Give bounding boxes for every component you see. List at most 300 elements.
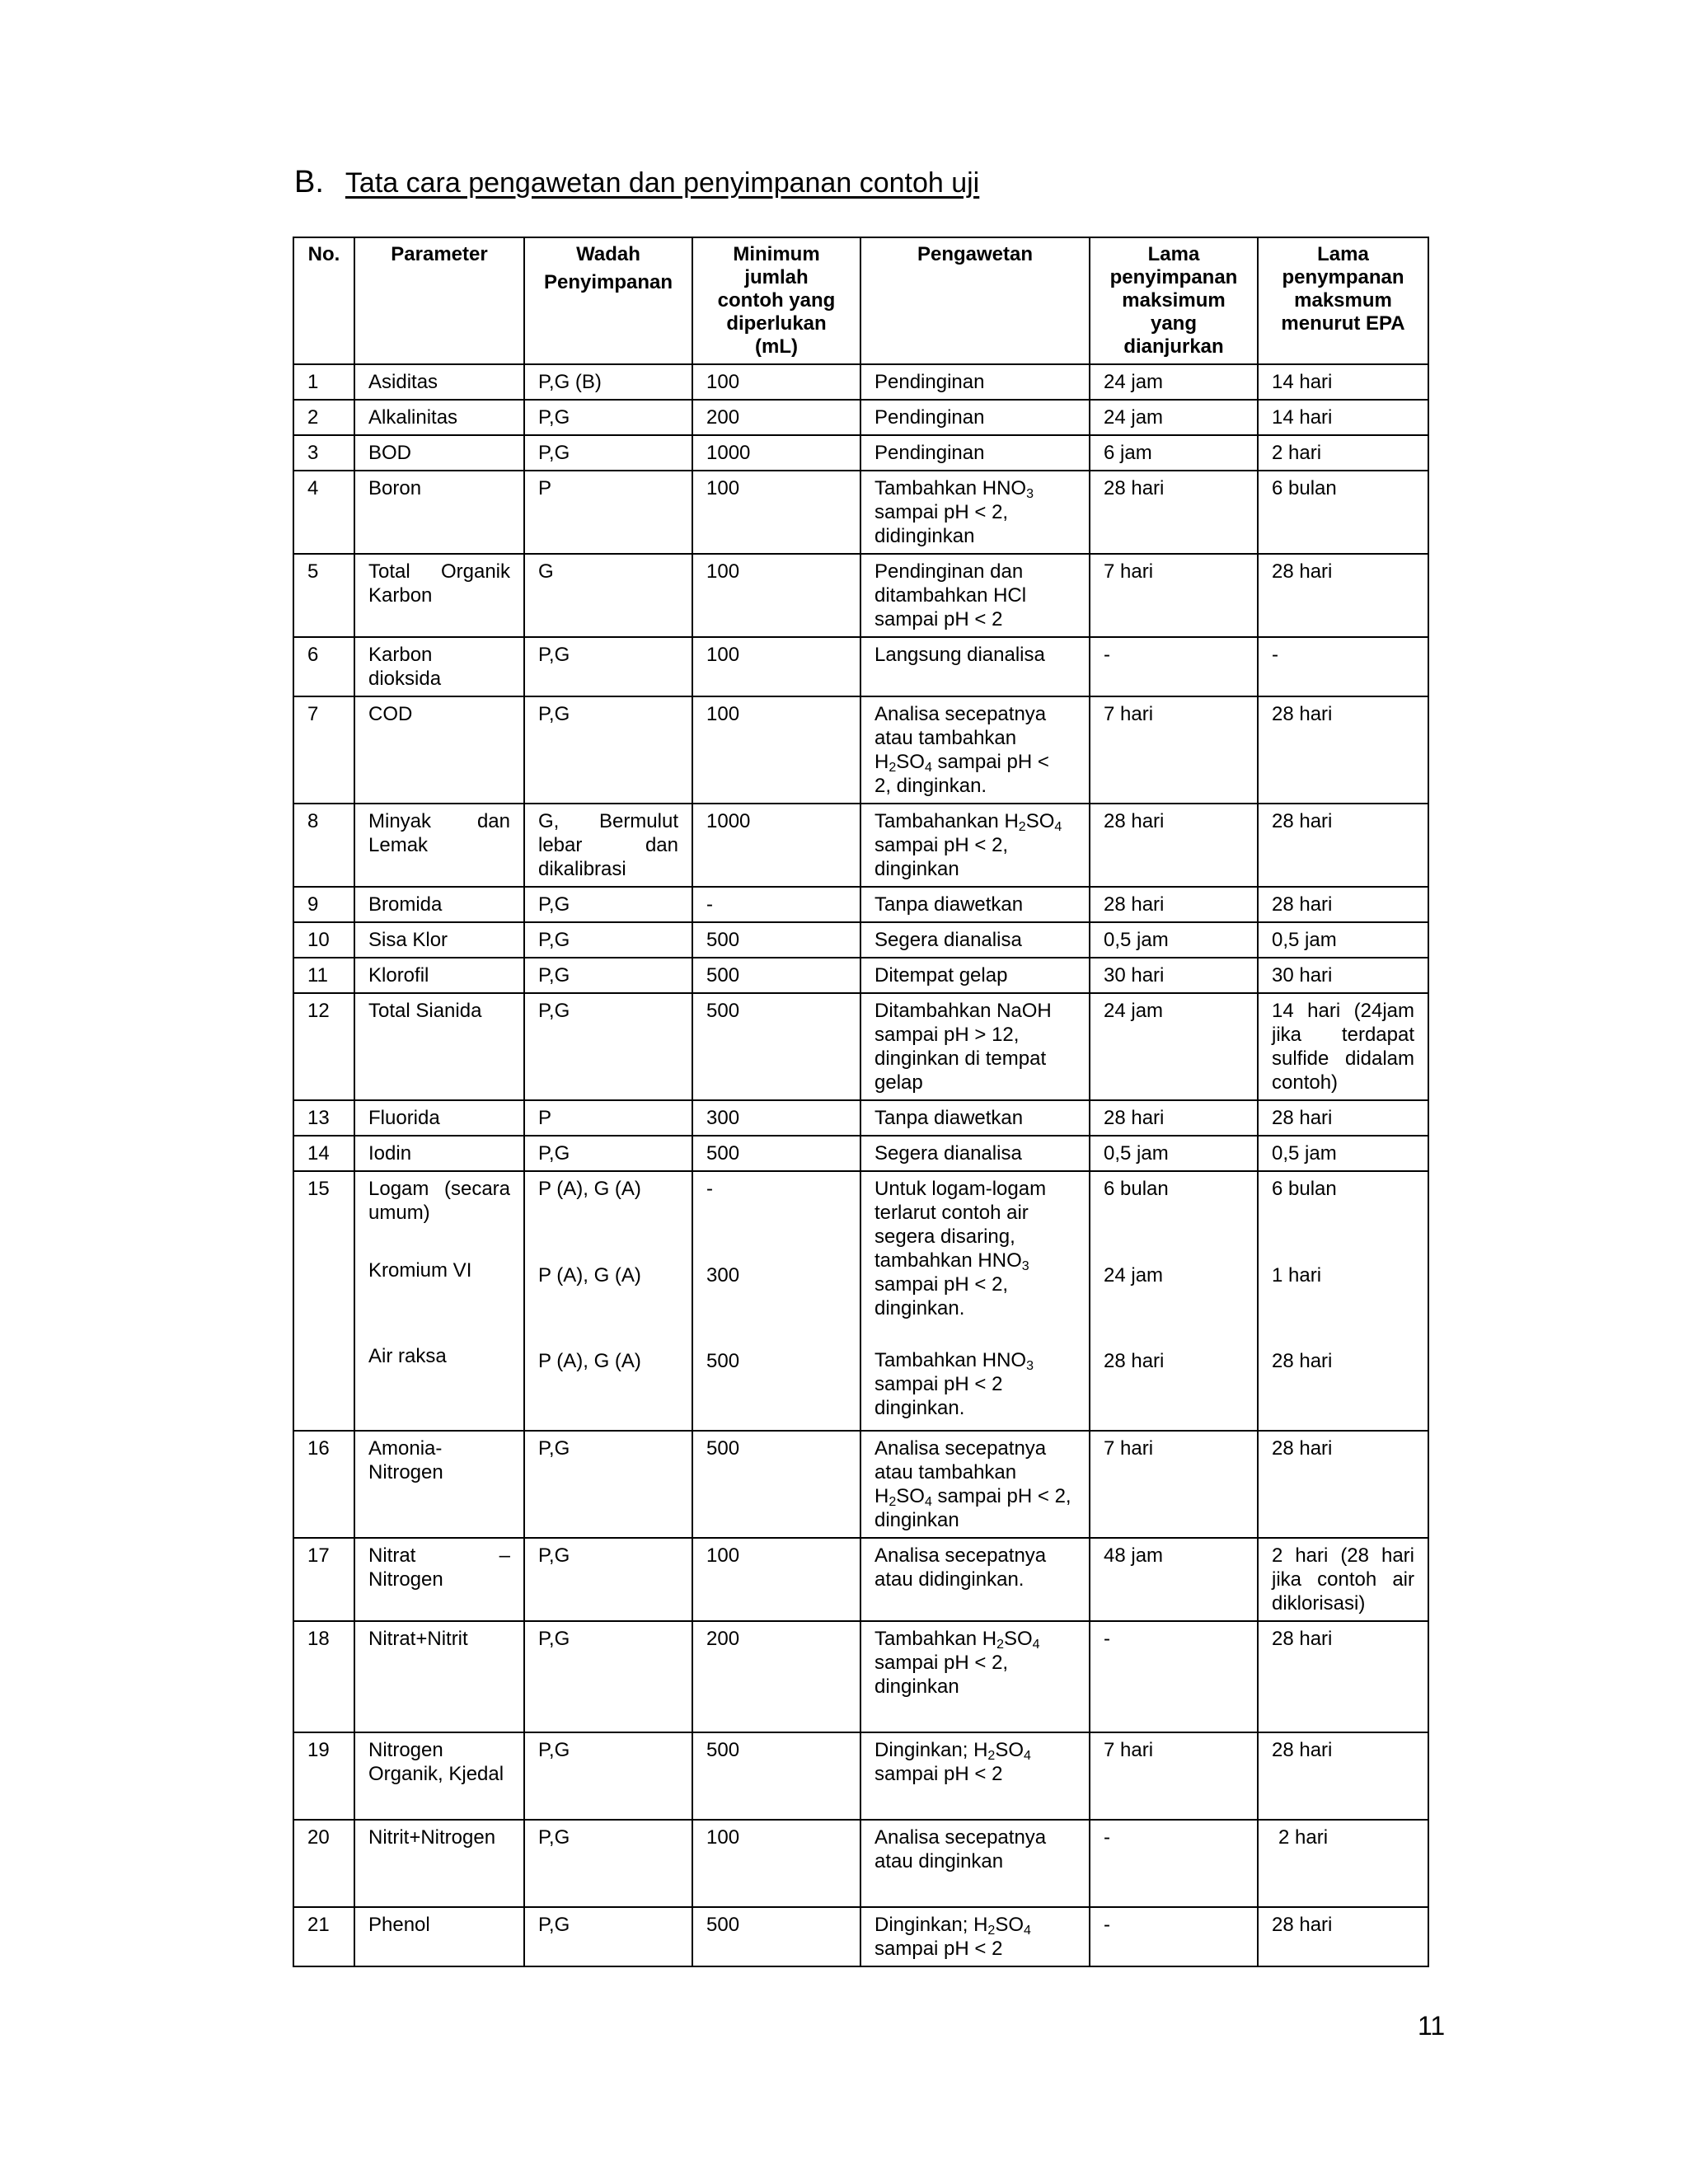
cell-wadah: P,G (524, 435, 692, 471)
cell-minimum: 500 (692, 958, 860, 993)
cell-pengawetan (860, 1431, 1090, 1538)
pengawetan-line: atau tambahkan (874, 1461, 1017, 1483)
header-lama-line: yang (1150, 312, 1197, 335)
epa-line: diklorisasi) (1272, 1592, 1366, 1615)
subscript: 3 (1021, 1259, 1029, 1273)
pengawetan-line (874, 750, 1076, 774)
parameter-line: Karbon (368, 584, 433, 607)
header-wadah-line: Penyimpanan (543, 271, 673, 293)
header-lama-line: Lama (1147, 243, 1200, 265)
cell-lama: - (1090, 1621, 1258, 1732)
pengawetan-line: terlarut contoh air (874, 1202, 1029, 1224)
table-row (293, 554, 1428, 637)
pengawetan-line: Pendinginan dan (874, 560, 1024, 583)
header-minimum-line: Minimum (733, 243, 820, 265)
cell-pengawetan (860, 804, 1090, 887)
pengawetan-line: sampai pH < 2 (874, 1373, 1003, 1395)
cell-parameter: Nitrit+Nitrogen (354, 1820, 524, 1907)
table-row (293, 958, 1428, 993)
parameter-line: Total Organik (368, 560, 510, 583)
wadah-line: P (A), G (A) (538, 1350, 641, 1372)
pengawetan-line: Analisa secepatnya (874, 703, 1047, 725)
subscript: 3 (1026, 487, 1034, 501)
cell-no: 15 (293, 1171, 354, 1431)
cell-epa: 0,5 jam (1258, 922, 1428, 958)
table-row (293, 1820, 1428, 1907)
cell-parameter: Phenol (354, 1907, 524, 1966)
cell-epa: 28 hari (1258, 554, 1428, 637)
epa-line: 2 hari (28 hari (1272, 1544, 1414, 1567)
cell-pengawetan: Tanpa diawetkan (860, 887, 1090, 922)
cell-minimum: 100 (692, 1820, 860, 1907)
cell-minimum: 1000 (692, 435, 860, 471)
cell-parameter: Sisa Klor (354, 922, 524, 958)
pengawetan-line: didinginkan (874, 525, 975, 547)
cell-parameter: Fluorida (354, 1100, 524, 1136)
subscript: 2 (1018, 820, 1026, 834)
cell-parameter: Asiditas (354, 364, 524, 400)
subscript: 2 (987, 1924, 996, 1938)
parameter-line: Minyak dan (368, 810, 510, 832)
cell-parameter: Iodin (354, 1136, 524, 1171)
cell-lama: 7 hari (1090, 554, 1258, 637)
wadah-line: P (A), G (A) (538, 1178, 641, 1200)
pengawetan-line: segera disaring, (874, 1226, 1015, 1248)
parameter-line: Air raksa (368, 1345, 447, 1367)
pengawetan-text: SO (896, 1485, 925, 1507)
cell-no: 9 (293, 887, 354, 922)
cell-minimum: 100 (692, 364, 860, 400)
table-row (293, 1136, 1428, 1171)
cell-wadah: P,G (524, 922, 692, 958)
cell-parameter (354, 804, 524, 887)
pengawetan-line (874, 1738, 1076, 1762)
table-row (293, 1732, 1428, 1820)
cell-epa: 28 hari (1258, 1100, 1428, 1136)
pengawetan-text: Tambahkan H (874, 1628, 997, 1650)
wadah-line: G, Bermulut (538, 810, 678, 832)
cell-lama: 0,5 jam (1090, 1136, 1258, 1171)
pengawetan-text: Tambahkan HNO (874, 477, 1027, 499)
pengawetan-line: dinginkan di tempat (874, 1047, 1047, 1070)
cell-parameter: Klorofil (354, 958, 524, 993)
pengawetan-line: sampai pH > 12, (874, 1024, 1020, 1046)
cell-parameter (354, 1431, 524, 1538)
cell-no: 10 (293, 922, 354, 958)
header-minimum-line: jumlah (744, 266, 809, 288)
table-row (293, 400, 1428, 435)
table-row (293, 696, 1428, 804)
cell-minimum: 500 (692, 922, 860, 958)
cell-minimum: - (692, 887, 860, 922)
cell-wadah: P,G (524, 696, 692, 804)
cell-wadah (524, 1171, 692, 1431)
subscript: 4 (1024, 1924, 1031, 1938)
pengawetan-line: sampai pH < 2, (874, 1652, 1009, 1674)
cell-no: 14 (293, 1136, 354, 1171)
pengawetan-line: sampai pH < 2, (874, 1273, 1009, 1296)
cell-pengawetan: Pendinginan (860, 400, 1090, 435)
subscript: 4 (924, 761, 932, 775)
cell-lama: 28 hari (1090, 471, 1258, 554)
cell-epa: 28 hari (1258, 1431, 1428, 1538)
cell-minimum: 200 (692, 1621, 860, 1732)
pengawetan-text: SO (1003, 1628, 1033, 1650)
pengawetan-line: sampai pH < 2 (874, 608, 1003, 630)
cell-parameter (354, 554, 524, 637)
pengawetan-line: dinginkan. (874, 1297, 965, 1319)
cell-minimum: 100 (692, 554, 860, 637)
cell-epa: 28 hari (1258, 696, 1428, 804)
cell-epa: 30 hari (1258, 958, 1428, 993)
header-epa-line: penympanan (1282, 266, 1404, 288)
pengawetan-line (874, 1913, 1076, 1937)
cell-pengawetan: Pendinginan (860, 364, 1090, 400)
header-lama-line: penyimpanan (1109, 266, 1238, 288)
pengawetan-line: atau dinginkan (874, 1850, 1004, 1872)
minimum-line: 500 (706, 1350, 740, 1372)
cell-minimum: 300 (692, 1100, 860, 1136)
header-lama-epa (1258, 237, 1428, 364)
parameter-line: Karbon (368, 644, 433, 666)
header-epa-line: menurut EPA (1281, 312, 1405, 335)
header-epa-line: maksmum (1294, 289, 1392, 312)
parameter-line: Lemak (368, 834, 429, 856)
table-row (293, 922, 1428, 958)
pengawetan-text: SO (995, 1914, 1024, 1936)
subscript: 4 (1054, 820, 1062, 834)
header-lama-line: dianjurkan (1123, 335, 1224, 358)
pengawetan-line: Analisa secepatnya (874, 1544, 1047, 1567)
pengawetan-text: sampai pH < (931, 751, 1049, 773)
table-row (293, 804, 1428, 887)
parameter-line: Amonia- (368, 1437, 443, 1460)
cell-epa (1258, 1171, 1428, 1431)
pengawetan-line: Analisa secepatnya (874, 1437, 1047, 1460)
cell-lama: 48 jam (1090, 1538, 1258, 1621)
cell-no: 3 (293, 435, 354, 471)
cell-wadah: P (524, 1100, 692, 1136)
cell-no: 21 (293, 1907, 354, 1966)
pengawetan-line: 2, dinginkan. (874, 775, 987, 797)
pengawetan-line: atau tambahkan (874, 727, 1017, 749)
cell-lama: 0,5 jam (1090, 922, 1258, 958)
epa-line: 1 hari (1272, 1264, 1322, 1286)
parameter-line: Nitrogen (368, 1739, 443, 1761)
cell-minimum: 500 (692, 1907, 860, 1966)
cell-minimum: 1000 (692, 804, 860, 887)
cell-lama: 28 hari (1090, 1100, 1258, 1136)
pengawetan-text: H (874, 751, 889, 773)
cell-wadah: G (524, 554, 692, 637)
pengawetan-line: Ditambahkan NaOH (874, 1000, 1052, 1022)
pengawetan-text: Tambahkan HNO (874, 1349, 1027, 1371)
subscript: 2 (889, 1495, 897, 1509)
cell-minimum: 200 (692, 400, 860, 435)
lama-line: 28 hari (1104, 1350, 1165, 1372)
cell-pengawetan (860, 1820, 1090, 1907)
cell-wadah (524, 804, 692, 887)
header-minimum-line: (mL) (755, 335, 798, 358)
cell-wadah: P,G (524, 637, 692, 696)
pengawetan-text: H (874, 1485, 889, 1507)
subscript: 3 (1026, 1359, 1034, 1373)
table-row (293, 887, 1428, 922)
cell-pengawetan (860, 1538, 1090, 1621)
section-letter: B. (294, 165, 324, 199)
cell-lama (1090, 1171, 1258, 1431)
table-header-row (293, 237, 1428, 364)
cell-epa: 28 hari (1258, 1907, 1428, 1966)
pengawetan-line (874, 1484, 1076, 1508)
pengawetan-line: sampai pH < 2 (874, 1763, 1003, 1785)
cell-pengawetan (860, 696, 1090, 804)
cell-pengawetan: Segera dianalisa (860, 1136, 1090, 1171)
preservation-table (293, 237, 1429, 1967)
parameter-line: Nitrogen (368, 1461, 443, 1483)
parameter-line: umum) (368, 1202, 430, 1224)
cell-minimum: 100 (692, 471, 860, 554)
pengawetan-line (874, 476, 1076, 500)
cell-lama: 28 hari (1090, 804, 1258, 887)
pengawetan-text: SO (1025, 810, 1055, 832)
cell-parameter (354, 1538, 524, 1621)
cell-epa: 28 hari (1258, 1732, 1428, 1820)
parameter-line: dioksida (368, 668, 442, 690)
cell-no: 11 (293, 958, 354, 993)
table-row (293, 993, 1428, 1100)
cell-pengawetan (860, 1621, 1090, 1732)
pengawetan-line: atau didinginkan. (874, 1568, 1025, 1591)
cell-epa: 2 hari (1258, 435, 1428, 471)
cell-minimum: 500 (692, 1431, 860, 1538)
cell-pengawetan: Langsung dianalisa (860, 637, 1090, 696)
cell-lama: 7 hari (1090, 1732, 1258, 1820)
cell-epa: 0,5 jam (1258, 1136, 1428, 1171)
cell-no: 4 (293, 471, 354, 554)
cell-lama: 6 jam (1090, 435, 1258, 471)
cell-lama: 24 jam (1090, 400, 1258, 435)
cell-epa (1258, 993, 1428, 1100)
cell-parameter: COD (354, 696, 524, 804)
cell-wadah: P,G (524, 887, 692, 922)
cell-lama: 7 hari (1090, 1431, 1258, 1538)
header-wadah-line: Wadah (576, 243, 640, 265)
table-row (293, 1171, 1428, 1431)
pengawetan-line: sampai pH < 2, (874, 834, 1009, 856)
cell-wadah: P,G (524, 1621, 692, 1732)
cell-pengawetan (860, 993, 1090, 1100)
wadah-line: P (A), G (A) (538, 1264, 641, 1286)
pengawetan-line: sampai pH < 2, (874, 501, 1009, 523)
table-row (293, 364, 1428, 400)
table-row (293, 435, 1428, 471)
cell-pengawetan: Ditempat gelap (860, 958, 1090, 993)
header-wadah (524, 237, 692, 364)
cell-no: 13 (293, 1100, 354, 1136)
pengawetan-text: sampai pH < 2, (931, 1485, 1071, 1507)
lama-line: 24 jam (1104, 1264, 1164, 1286)
cell-no: 20 (293, 1820, 354, 1907)
cell-no: 1 (293, 364, 354, 400)
cell-lama: 24 jam (1090, 364, 1258, 400)
cell-epa (1258, 1538, 1428, 1621)
cell-no: 16 (293, 1431, 354, 1538)
cell-parameter: Bromida (354, 887, 524, 922)
pengawetan-line: Untuk logam-logam (874, 1178, 1047, 1200)
cell-minimum: 100 (692, 637, 860, 696)
header-no: No. (293, 237, 354, 364)
subscript: 4 (924, 1495, 932, 1509)
epa-line: jika contoh air (1272, 1568, 1414, 1591)
cell-minimum (692, 1171, 860, 1431)
epa-line: sulfide didalam (1272, 1047, 1414, 1070)
cell-epa: 6 bulan (1258, 471, 1428, 554)
parameter-line: Logam (secara (368, 1178, 510, 1200)
cell-parameter: Boron (354, 471, 524, 554)
cell-epa: - (1258, 637, 1428, 696)
header-epa-line: Lama (1317, 243, 1369, 265)
cell-wadah: P,G (524, 1136, 692, 1171)
cell-epa: 14 hari (1258, 400, 1428, 435)
cell-pengawetan (860, 554, 1090, 637)
cell-parameter (354, 1732, 524, 1820)
cell-parameter: Alkalinitas (354, 400, 524, 435)
pengawetan-text: Dinginkan; H (874, 1739, 988, 1761)
table-row (293, 637, 1428, 696)
cell-no: 6 (293, 637, 354, 696)
cell-parameter: BOD (354, 435, 524, 471)
cell-minimum: 100 (692, 1538, 860, 1621)
header-minimum-line: contoh yang (717, 289, 836, 312)
cell-pengawetan: Segera dianalisa (860, 922, 1090, 958)
cell-epa: 2 hari (1258, 1820, 1428, 1907)
cell-wadah: P,G (524, 958, 692, 993)
parameter-line: Organik, Kjedal (368, 1763, 504, 1785)
header-parameter: Parameter (354, 237, 524, 364)
table-row (293, 1538, 1428, 1621)
parameter-line: Nitrat – (368, 1544, 510, 1567)
header-pengawetan: Pengawetan (860, 237, 1090, 364)
cell-wadah: P (524, 471, 692, 554)
page-number: 11 (1418, 2011, 1446, 2041)
pengawetan-line (874, 1627, 1076, 1651)
minimum-line: 300 (706, 1264, 740, 1286)
pengawetan-text: Tambahankan H (874, 810, 1019, 832)
cell-lama: 7 hari (1090, 696, 1258, 804)
wadah-line: lebar dan (538, 834, 678, 856)
cell-no: 7 (293, 696, 354, 804)
header-lama-dianjurkan (1090, 237, 1258, 364)
cell-epa: 28 hari (1258, 804, 1428, 887)
epa-line: 6 bulan (1272, 1178, 1337, 1200)
cell-no: 8 (293, 804, 354, 887)
cell-lama: 28 hari (1090, 887, 1258, 922)
pengawetan-line: gelap (874, 1071, 923, 1094)
cell-no: 17 (293, 1538, 354, 1621)
pengawetan-line: dinginkan (874, 1675, 959, 1698)
pengawetan-line: dinginkan (874, 858, 959, 880)
cell-no: 2 (293, 400, 354, 435)
lama-line: 6 bulan (1104, 1178, 1169, 1200)
cell-lama: - (1090, 637, 1258, 696)
cell-pengawetan (860, 1732, 1090, 1820)
table-row (293, 1100, 1428, 1136)
cell-parameter (354, 637, 524, 696)
epa-line: jika terdapat (1272, 1024, 1414, 1046)
pengawetan-line: dinginkan. (874, 1397, 965, 1419)
cell-wadah: P,G (524, 1538, 692, 1621)
epa-line: 14 hari (24jam (1272, 1000, 1414, 1022)
cell-epa: 28 hari (1258, 1621, 1428, 1732)
cell-parameter: Total Sianida (354, 993, 524, 1100)
cell-minimum: 500 (692, 1732, 860, 1820)
subscript: 2 (996, 1638, 1004, 1652)
parameter-line: Nitrogen (368, 1568, 443, 1591)
cell-no: 12 (293, 993, 354, 1100)
cell-wadah: P,G (524, 1820, 692, 1907)
cell-lama: 30 hari (1090, 958, 1258, 993)
pengawetan-text: SO (995, 1739, 1024, 1761)
subscript: 4 (1024, 1749, 1031, 1763)
header-minimum-line: diperlukan (726, 312, 827, 335)
pengawetan-text: SO (896, 751, 925, 773)
header-lama-line: maksimum (1122, 289, 1226, 312)
pengawetan-line: dinginkan (874, 1509, 959, 1531)
cell-epa: 14 hari (1258, 364, 1428, 400)
section-heading (294, 165, 979, 200)
pengawetan-line (874, 809, 1076, 833)
table-row (293, 1907, 1428, 1966)
cell-no: 18 (293, 1621, 354, 1732)
cell-minimum: 500 (692, 993, 860, 1100)
cell-lama: 24 jam (1090, 993, 1258, 1100)
wadah-line: dikalibrasi (538, 858, 626, 880)
pengawetan-line (874, 1249, 1076, 1272)
pengawetan-line (874, 1348, 1076, 1372)
cell-minimum: 500 (692, 1136, 860, 1171)
cell-wadah: P,G (524, 400, 692, 435)
pengawetan-text: Dinginkan; H (874, 1914, 988, 1936)
parameter-line: Kromium VI (368, 1259, 472, 1282)
subscript: 4 (1032, 1638, 1040, 1652)
cell-wadah: P,G (524, 1732, 692, 1820)
epa-line: contoh) (1272, 1071, 1339, 1094)
cell-lama: - (1090, 1907, 1258, 1966)
cell-minimum: 100 (692, 696, 860, 804)
cell-epa: 28 hari (1258, 887, 1428, 922)
cell-pengawetan (860, 471, 1090, 554)
table-row (293, 471, 1428, 554)
cell-no: 5 (293, 554, 354, 637)
cell-wadah: P,G (524, 1431, 692, 1538)
section-title: Tata cara pengawetan dan penyimpanan contoh uji (345, 167, 980, 199)
table-row (293, 1621, 1428, 1732)
cell-wadah: P,G (524, 993, 692, 1100)
cell-wadah: P,G (B) (524, 364, 692, 400)
cell-wadah: P,G (524, 1907, 692, 1966)
cell-parameter: Nitrat+Nitrit (354, 1621, 524, 1732)
pengawetan-line: sampai pH < 2 (874, 1938, 1003, 1960)
cell-pengawetan: Pendinginan (860, 435, 1090, 471)
epa-line: 28 hari (1272, 1350, 1333, 1372)
pengawetan-line: Analisa secepatnya (874, 1826, 1047, 1849)
header-minimum (692, 237, 860, 364)
subscript: 2 (987, 1749, 996, 1763)
pengawetan-line: ditambahkan HCl (874, 584, 1027, 607)
cell-pengawetan: Tanpa diawetkan (860, 1100, 1090, 1136)
cell-parameter (354, 1171, 524, 1431)
